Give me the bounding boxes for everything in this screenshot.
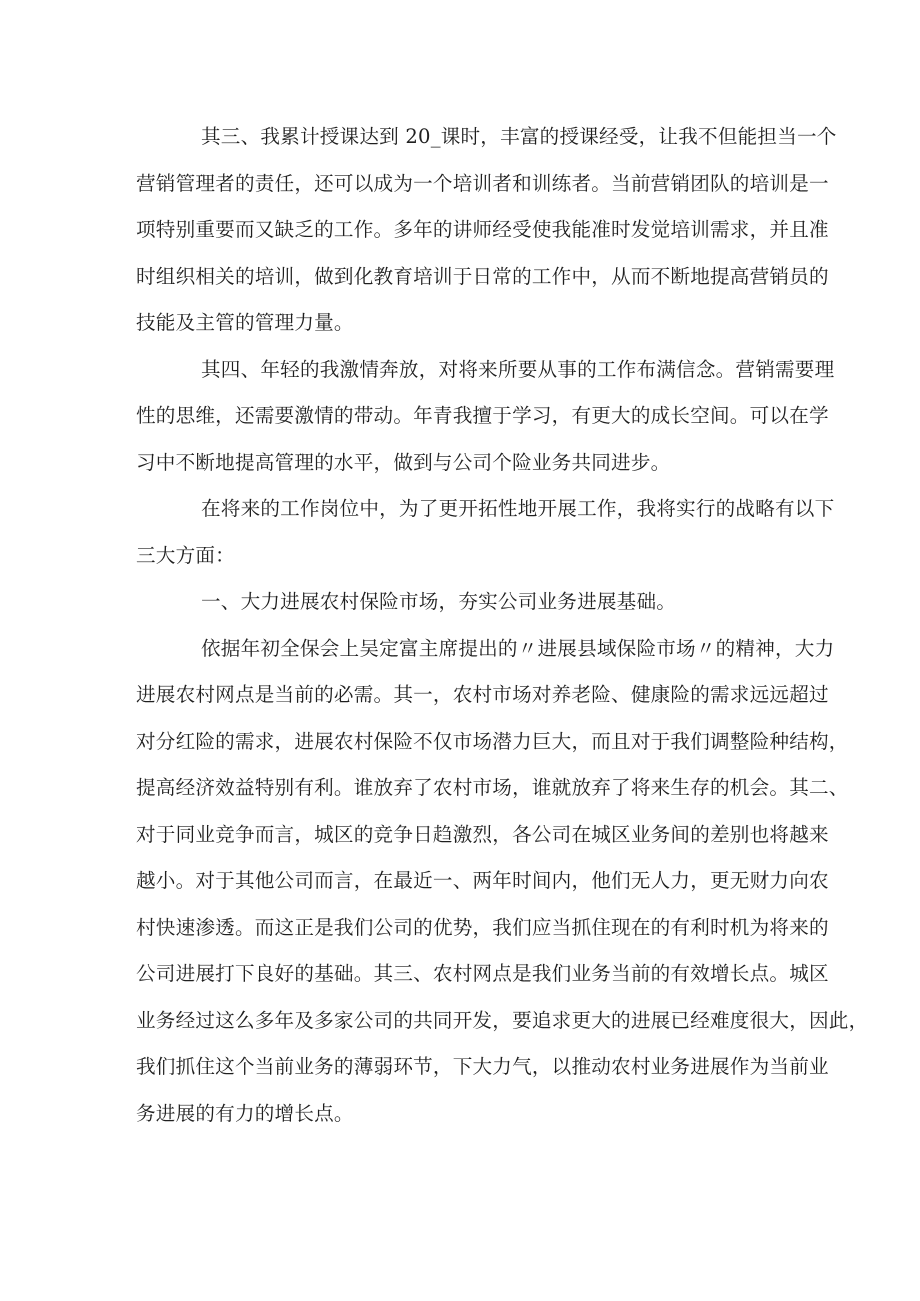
- paragraph-line: 项特别重要而又缺乏的工作。多年的讲师经受使我能准时发觉培训需求，并且准: [136, 218, 829, 241]
- section-heading: 一、大力进展农村保险市场，夯实公司业务进展基础。: [201, 590, 677, 613]
- paragraph-line: 越小。对于其他公司而言，在最近一、两年时间内，他们无人力，更无财力向农: [136, 869, 829, 892]
- paragraph-line: 在将来的工作岗位中，为了更开拓性地开展工作，我将实行的战略有以下: [201, 497, 835, 520]
- paragraph-line: 依据年初全保会上吴定富主席提出的〃进展县域保险市场〃的精神，大力: [201, 636, 835, 660]
- paragraph-line: 业务经过这么多年及多家公司的共同开发，要追求更大的进展已经难度很大，因此，: [136, 1008, 869, 1032]
- paragraph-line: 我们抓住这个当前业务的薄弱环节，下大力气，以推动农村业务进展作为当前业: [136, 1055, 829, 1078]
- paragraph-line: 营销管理者的责任，还可以成为一个培训者和训练者。当前营销团队的培训是一: [136, 171, 829, 195]
- paragraph-line: 习中不断地提高管理的水平，做到与公司个险业务共同进步。: [136, 450, 671, 474]
- paragraph-line: 技能及主管的管理力量。: [136, 311, 354, 334]
- paragraph-line: 性的思维，还需要激情的带动。年青我擅于学习，有更大的成长空间。可以在学: [136, 404, 829, 427]
- paragraph-line: 对分红险的需求，进展农村保险不仅市场潜力巨大，而且对于我们调整险种结构，: [136, 729, 849, 753]
- paragraph-line: 村快速渗透。而这正是我们公司的优势，我们应当抓住现在的有利时机为将来的: [136, 915, 829, 939]
- document-body: [136, 114, 869, 1137]
- paragraph-line: 提高经济效益特别有利。谁放弃了农村市场，谁就放弃了将来生存的机会。其二、: [136, 776, 849, 799]
- paragraph-line: 时组织相关的培训，做到化教育培训于日常的工作中，从而不断地提高营销员的: [136, 264, 829, 288]
- paragraph-line: 进展农村网点是当前的必需。其一，农村市场对养老险、健康险的需求远远超过: [136, 683, 829, 706]
- paragraph-line: 其四、年轻的我激情奔放，对将来所要从事的工作布满信念。营销需要理: [201, 357, 835, 381]
- paragraph-line: 务进展的有力的增长点。: [136, 1101, 354, 1125]
- paragraph-line: 三大方面：: [136, 543, 235, 567]
- paragraph-line: 其三、我累计授课达到 20_课时，丰富的授课经受，让我不但能担当一个: [201, 125, 837, 148]
- paragraph-line: 对于同业竞争而言，城区的竞争日趋激烈，各公司在城区业务间的差别也将越来: [136, 822, 829, 846]
- paragraph-line: 公司进展打下良好的基础。其三、农村网点是我们业务当前的有效增长点。城区: [136, 962, 829, 985]
